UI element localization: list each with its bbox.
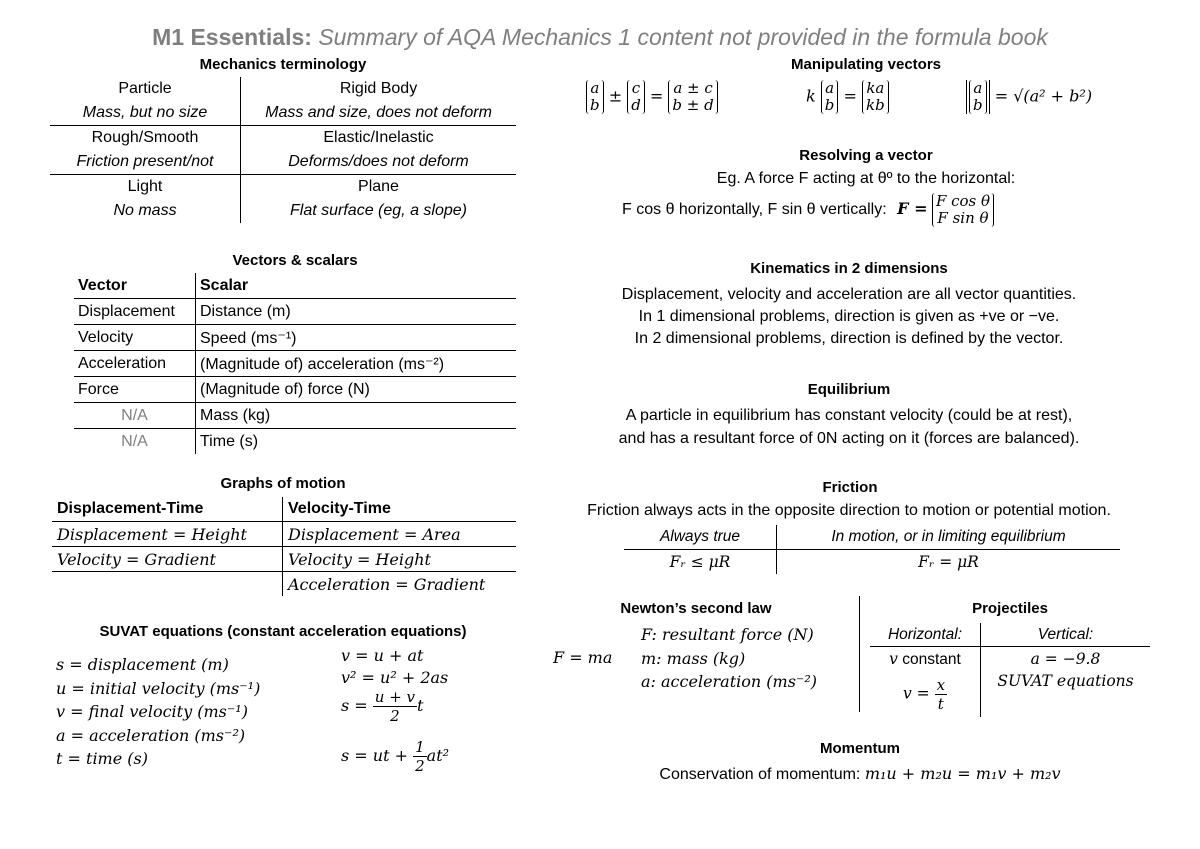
graph-cell: Velocity = Height [283,547,517,572]
scalar-cell: Distance (m) [196,299,517,325]
kinematics-heading: Kinematics in 2 dimensions [750,260,948,277]
vector-cell: Displacement [74,299,196,325]
suvat-heading: SUVAT equations (constant acceleration equations) [99,623,467,640]
term-elastic-desc: Deforms/does not deform [241,150,517,175]
fraction-den: 2 [415,757,425,775]
graph-cell-empty [52,572,283,597]
matrix [668,80,717,114]
suvat-eq-3 [341,688,423,725]
graph-cell: Displacement = Area [283,522,517,547]
vector-scale-eq [806,80,889,114]
mat-entry: ka [866,79,885,97]
newton-defs [641,623,817,694]
vector-cell: N/A [74,403,196,429]
equilibrium-heading: Equilibrium [807,381,891,398]
manip-heading: Manipulating vectors [790,56,942,73]
scalar-cell: (Magnitude of) force (N) [196,377,517,403]
scalar-cell: Speed (ms⁻¹) [196,325,517,351]
suvat-def: a = acceleration (ms⁻²) [56,725,246,745]
fraction [373,688,417,725]
col-displacement-time: Displacement-Time [52,497,283,522]
op-equals: = [649,86,664,106]
col-velocity-time: Velocity-Time [283,497,517,522]
projectiles-heading: Projectiles [972,600,1048,617]
mat-entry: b ± d [672,96,714,114]
title-lead: M1 Essentials: [152,24,312,50]
fraction [413,738,427,775]
vector-cell: Velocity [74,325,196,351]
fraction-num: x [936,675,946,694]
term-rigid-body-desc: Mass and size, does not deform [241,101,517,126]
newton-def: a: acceleration (ms⁻²) [641,672,818,691]
section-divider [859,596,860,712]
fraction [935,676,947,713]
friction-col-motion: In motion, or in limiting equilibrium [777,525,1121,550]
col-vector: Vector [74,273,196,299]
suvat-eq3-lhs: s = [341,696,368,715]
mat-entry: F cos θ [935,192,991,210]
col-scalar: Scalar [196,273,517,299]
mat-entry: a [825,79,835,97]
scalar-cell: (Magnitude of) acceleration (ms⁻²) [196,351,517,377]
friction-line: Friction always acts in the opposite direction to motion or potential motion. [587,502,1111,519]
vector-cell: Acceleration [74,351,196,377]
resolving-heading: Resolving a vector [799,147,933,164]
friction-table [624,525,1120,574]
vectors-scalars-heading: Vectors & scalars [232,252,358,269]
momentum-heading: Momentum [820,740,900,757]
equilibrium-line: A particle in equilibrium has constant velocity (could be at rest), [625,407,1073,424]
term-plane-desc: Flat surface (eg, a slope) [290,202,467,219]
fraction-den: 2 [390,707,400,725]
mat-entry: a ± c [673,79,713,97]
matrix [821,80,839,114]
suvat-def: s = displacement (m) [56,655,229,674]
graph-cell: Velocity = Gradient [52,547,283,572]
vector-cell: Force [74,377,196,403]
magnitude-bars [966,80,990,114]
proj-v: v [889,649,898,668]
suvat-eq4-tail: at² [426,746,450,765]
friction-col-always: Always true [624,525,777,550]
matrix [627,80,645,114]
vector-add-eq [586,80,718,114]
matrix [932,193,994,227]
terminology-heading: Mechanics terminology [199,56,367,73]
suvat-eq4-lhs: s = ut + [341,746,409,765]
momentum-eq: m₁u + m₂u = m₁v + m₂v [864,764,1061,783]
suvat-definitions [56,653,260,771]
scalar-cell: Time (s) [200,432,259,450]
matrix [586,80,604,114]
equilibrium-body [566,404,1132,450]
newton-def: m: mass (kg) [641,648,746,668]
newton-def: F: resultant force (N) [641,625,814,644]
resolving-line-2 [622,193,994,227]
resolving-text: F cos θ horizontally, F sin θ vertically: [622,201,887,219]
momentum-label: Conservation of momentum: [659,766,861,783]
kinematics-line: In 2 dimensional problems, direction is defined by the vector. [634,330,1064,347]
suvat-eq-2: v² = u² + 2as [341,668,449,687]
scalar-cell: Mass (kg) [196,403,517,429]
friction-inequality: Fᵣ ≤ μR [624,550,777,575]
graphs-table [52,497,516,596]
projectiles-table [870,623,1150,717]
page-title [0,24,1200,51]
suvat-def: v = final velocity (ms⁻¹) [56,702,248,721]
mat-entry: b [824,96,835,114]
kinematics-line: In 1 dimensional problems, direction is given as +ve or −ve. [638,308,1060,325]
resolving-line-1: Eg. A force F acting at θº to the horizontal: [716,170,1016,187]
mat-entry: b [590,96,600,114]
kinematics-line: Displacement, velocity and acceleration are all vector quantities. [621,286,1077,303]
mat-entry: a [973,79,983,97]
scalar-k: k [806,86,816,106]
term-elastic: Elastic/Inelastic [323,129,434,146]
graph-cell: Displacement = Height [52,522,283,547]
graphs-heading: Graphs of motion [220,475,346,492]
magnitude-rhs: = √(a² + b²) [994,86,1093,106]
suvat-eq3-tail: t [417,696,424,715]
mat-entry: c [631,79,641,97]
fraction-den: t [937,694,944,713]
proj-h2 [870,671,981,717]
term-particle-desc: Mass, but no size [50,101,241,126]
suvat-eq-1: v = u + at [341,646,424,665]
op-plus-minus: ± [608,86,623,106]
proj-v1: a = −9.8 [1030,650,1101,668]
op-equals: = [843,86,857,106]
mat-entry: b [973,96,983,114]
graph-cell: Acceleration = Gradient [288,574,486,594]
terminology-table [50,77,516,223]
resolving-f-bold: F = [897,199,928,219]
term-particle: Particle [50,77,241,101]
proj-col-horizontal: Horizontal: [870,623,981,647]
suvat-def: t = time (s) [56,749,148,768]
proj-h1-word: constant [902,650,961,668]
kinematics-body [566,284,1132,350]
mat-entry: kb [866,96,885,114]
proj-h2-lhs: v = [902,684,930,702]
matrix [862,80,889,114]
friction-heading: Friction [822,479,878,496]
proj-col-vertical: Vertical: [981,623,1151,647]
newton-eq: F = ma [553,648,613,667]
matrix [969,80,987,114]
momentum-line [560,764,1160,784]
fraction-num: u + v [374,688,416,706]
fraction-num: 1 [415,738,425,756]
term-light-desc: No mass [50,199,241,223]
term-light: Light [50,175,241,200]
equilibrium-line: and has a resultant force of 0N acting on it (forces are balanced). [618,430,1080,447]
vector-magnitude-eq [966,80,1092,114]
proj-h1 [870,647,981,672]
suvat-eq-4 [341,738,449,775]
term-plane: Plane [358,178,399,195]
term-rough-smooth-desc: Friction present/not [50,150,241,175]
term-rigid-body: Rigid Body [339,80,418,97]
mat-entry: a [590,79,600,97]
friction-equality: Fᵣ = μR [918,553,979,571]
vector-cell: N/A [74,429,196,455]
mat-entry: F sin θ [937,209,989,227]
suvat-def: u = initial velocity (ms⁻¹) [56,678,261,698]
proj-v2: SUVAT equations [997,672,1134,690]
mat-entry: d [631,96,641,114]
title-subtitle: Summary of AQA Mechanics 1 content not provided in the formula book [318,24,1048,50]
term-rough-smooth: Rough/Smooth [50,126,241,151]
vectors-scalars-table [74,273,516,454]
newton-heading: Newton’s second law [620,600,772,617]
